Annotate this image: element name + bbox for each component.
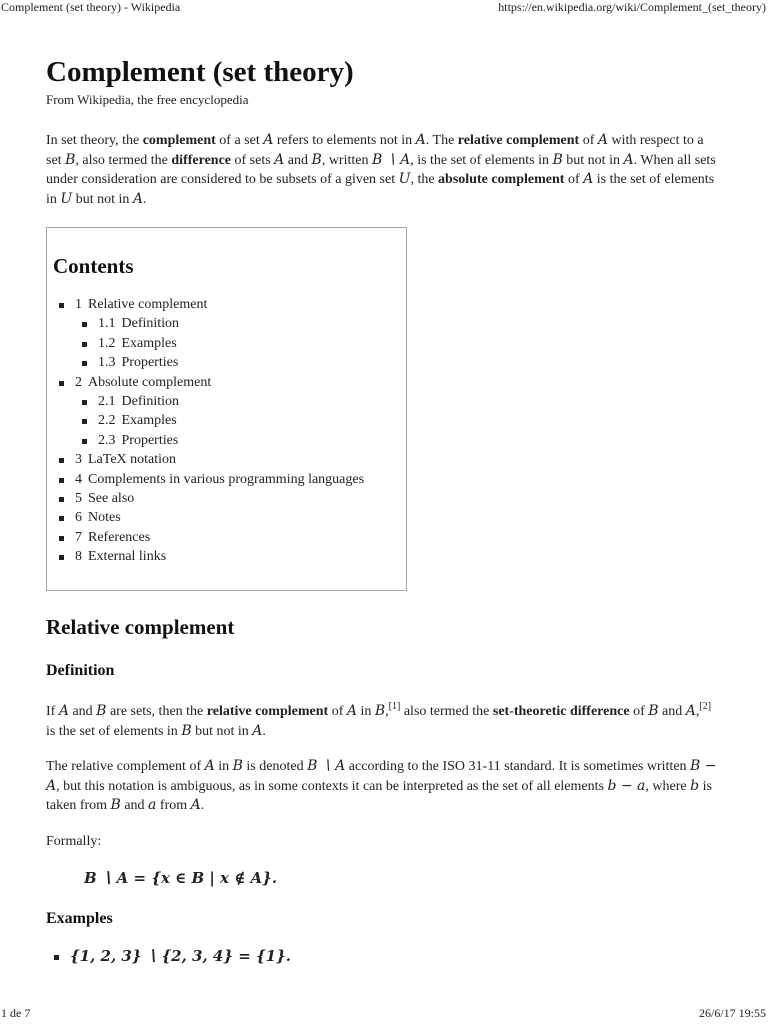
text: from — [156, 798, 191, 813]
subsection-heading-definition: Definition — [46, 662, 115, 679]
toc-number: 2.2 — [98, 413, 116, 429]
toc-number: 1.1 — [98, 316, 116, 332]
text: , — [385, 704, 389, 719]
text: and — [658, 704, 686, 719]
toc-label: Definition — [121, 394, 180, 410]
toc-label: Properties — [121, 355, 179, 371]
text: with respect to a set — [46, 133, 704, 168]
formula: B ∖ A = {x ∈ B | x ∉ A}. — [84, 869, 278, 887]
text: , the — [410, 172, 439, 187]
toc-label: Properties — [121, 432, 179, 448]
toc-list — [53, 295, 406, 567]
print-footer — [0, 1008, 768, 1024]
text: , is the set of elements in — [410, 152, 553, 168]
bullet-icon — [59, 381, 64, 386]
text: , where — [645, 778, 691, 794]
bullet-icon — [59, 497, 64, 502]
math: A — [597, 132, 608, 148]
text: . The — [425, 133, 458, 148]
toc-label: See also — [88, 491, 135, 507]
notation-paragraph — [46, 757, 718, 816]
math: a — [148, 797, 157, 813]
text: , but this notation is ambiguous, as in some contexts it can be interpreted as the set of all elements — [56, 778, 608, 794]
math: b − a — [607, 777, 646, 794]
math: B − A — [46, 758, 717, 794]
toc-number: 4 — [75, 471, 82, 487]
math: b — [690, 777, 700, 794]
toc-label: Relative complement — [88, 297, 208, 312]
toc-label: Complements in various programming languages — [88, 471, 365, 487]
toc-item[interactable] — [75, 373, 406, 451]
text: of — [564, 172, 584, 187]
bullet-icon — [59, 516, 64, 521]
math: B ∖ A — [307, 758, 346, 774]
bullet-icon — [59, 458, 64, 463]
lead-paragraph — [46, 131, 718, 209]
text: . When all sets under consideration are considered to be subsets of a given set — [46, 152, 716, 187]
term-set-theoretic-difference: set-theoretic difference — [492, 704, 630, 719]
text: and — [68, 704, 97, 719]
math: B — [648, 703, 659, 719]
term-difference: difference — [171, 152, 231, 168]
toc-number: 1.2 — [98, 335, 116, 351]
bullet-icon — [59, 536, 64, 541]
print-page-number: 1 de 7 — [1, 1006, 31, 1020]
toc-sublist — [75, 392, 406, 450]
toc-number: 1 — [75, 297, 82, 312]
toc-item[interactable] — [75, 508, 406, 527]
text: of — [579, 133, 598, 148]
page-title: Complement (set theory) — [46, 56, 354, 88]
math: A — [204, 758, 215, 774]
print-header — [0, 0, 768, 16]
toc-number: 6 — [75, 510, 82, 526]
text: in — [356, 704, 375, 719]
bullet-icon — [82, 361, 87, 366]
article — [46, 54, 718, 966]
toc-sublist — [75, 314, 406, 372]
text: are sets, then the — [106, 704, 207, 719]
toc-label: External links — [88, 549, 167, 565]
text: refers to elements not in — [273, 133, 416, 148]
toc-subitem[interactable] — [98, 431, 406, 450]
toc-item[interactable] — [75, 450, 406, 469]
toc-item[interactable] — [75, 489, 406, 508]
math: B — [311, 151, 322, 168]
text: but not in — [562, 152, 624, 168]
term-relative-complement: relative complement — [206, 704, 329, 719]
toc-number: 2.1 — [98, 394, 116, 410]
text: according to the ISO 31-11 standard. It is sometimes written — [345, 759, 691, 774]
math: A — [58, 703, 69, 719]
math: A — [190, 797, 201, 813]
toc-item[interactable] — [75, 295, 406, 373]
text: of — [629, 704, 649, 719]
reference-link-1[interactable]: [1] — [388, 701, 401, 712]
text: also termed the — [400, 704, 493, 719]
term-relative-complement: relative complement — [457, 133, 580, 148]
bullet-icon — [59, 303, 64, 308]
math: B — [110, 797, 121, 813]
toc-subitem[interactable] — [98, 353, 406, 372]
toc-item[interactable] — [75, 470, 406, 489]
text: of a set — [215, 133, 264, 148]
math: A — [415, 132, 426, 148]
bullet-icon — [82, 439, 87, 444]
text: is taken from — [46, 778, 712, 813]
bullet-icon — [82, 322, 87, 327]
math: A — [252, 722, 263, 739]
math: B — [232, 758, 243, 774]
math: A — [623, 151, 634, 168]
toc-number: 2 — [75, 374, 82, 390]
math: A — [346, 703, 357, 719]
text: is the set of elements in — [46, 172, 715, 207]
term-absolute-complement: absolute complement — [438, 172, 565, 187]
toc-label: Examples — [121, 335, 177, 351]
toc-number: 2.3 — [98, 432, 116, 448]
text: but not in — [72, 191, 133, 207]
math: U — [398, 171, 411, 187]
text: in — [214, 759, 233, 774]
text: . — [200, 798, 205, 813]
toc-label: Examples — [121, 413, 177, 429]
toc-item[interactable] — [75, 547, 406, 566]
text: of sets — [231, 152, 275, 168]
text: of — [328, 704, 347, 719]
text: . — [143, 191, 147, 207]
toc-number: 8 — [75, 549, 82, 565]
bullet-icon — [54, 955, 59, 960]
toc-label: Notes — [88, 510, 121, 526]
toc-item[interactable] — [75, 528, 406, 547]
toc-subitem[interactable] — [98, 411, 406, 430]
bullet-icon — [82, 400, 87, 405]
example-formula: {1, 2, 3} ∖ {2, 3, 4} = {1}. — [70, 947, 291, 965]
math: B — [96, 703, 107, 719]
bullet-icon — [82, 419, 87, 424]
toc-number: 7 — [75, 529, 82, 545]
text: , written — [321, 152, 372, 168]
text: but not in — [191, 723, 253, 739]
text: , — [695, 704, 700, 719]
math: A — [685, 703, 696, 719]
section-heading-relative-complement: Relative complement — [46, 615, 235, 639]
examples-list — [46, 947, 718, 966]
text: and — [284, 152, 312, 168]
example-item — [70, 947, 718, 966]
reference-link-2[interactable]: [2] — [699, 701, 712, 712]
bullet-icon — [59, 555, 64, 560]
text: If — [46, 704, 59, 719]
text: The relative complement of — [46, 759, 205, 774]
math: B — [374, 703, 386, 719]
term-complement: complement — [142, 133, 216, 148]
text: In set theory, the — [46, 133, 143, 148]
toc-label: Definition — [121, 316, 180, 332]
subsection-heading-examples: Examples — [46, 910, 113, 927]
toc-number: 5 — [75, 491, 82, 507]
toc-subitem[interactable] — [98, 392, 406, 411]
text: . — [262, 723, 266, 739]
bullet-icon — [82, 342, 87, 347]
math: B — [65, 151, 76, 168]
toc-number: 3 — [75, 452, 82, 468]
print-page-title: Complement (set theory) - Wikipedia — [1, 0, 181, 14]
toc-number: 1.3 — [98, 355, 116, 371]
math: A — [274, 151, 285, 168]
toc-heading: Contents — [53, 254, 134, 278]
math: A — [263, 132, 274, 148]
print-datetime: 26/6/17 19:55 — [698, 1006, 766, 1020]
toc-label: References — [88, 529, 151, 545]
bullet-icon — [59, 478, 64, 483]
definition-paragraph — [46, 702, 718, 741]
toc-label: Absolute complement — [88, 374, 212, 390]
toc-label: LaTeX notation — [88, 452, 177, 468]
print-url: https://en.wikipedia.org/wiki/Complement_(set_theory) — [498, 0, 766, 14]
text: is denoted — [242, 759, 308, 774]
formally-label: Formally: — [46, 833, 102, 849]
math: A — [583, 171, 594, 187]
math: A — [132, 190, 143, 207]
text: and — [120, 798, 149, 813]
text: is the set of elements in — [46, 723, 182, 739]
site-tagline: From Wikipedia, the free encyclopedia — [46, 92, 249, 107]
math: U — [60, 190, 73, 207]
math: B — [552, 151, 563, 168]
math: B ∖ A — [371, 151, 411, 168]
math: B — [181, 722, 192, 739]
toc-subitem[interactable] — [98, 314, 406, 333]
table-of-contents — [46, 227, 407, 591]
text: , also termed the — [75, 152, 172, 168]
toc-subitem[interactable] — [98, 334, 406, 353]
